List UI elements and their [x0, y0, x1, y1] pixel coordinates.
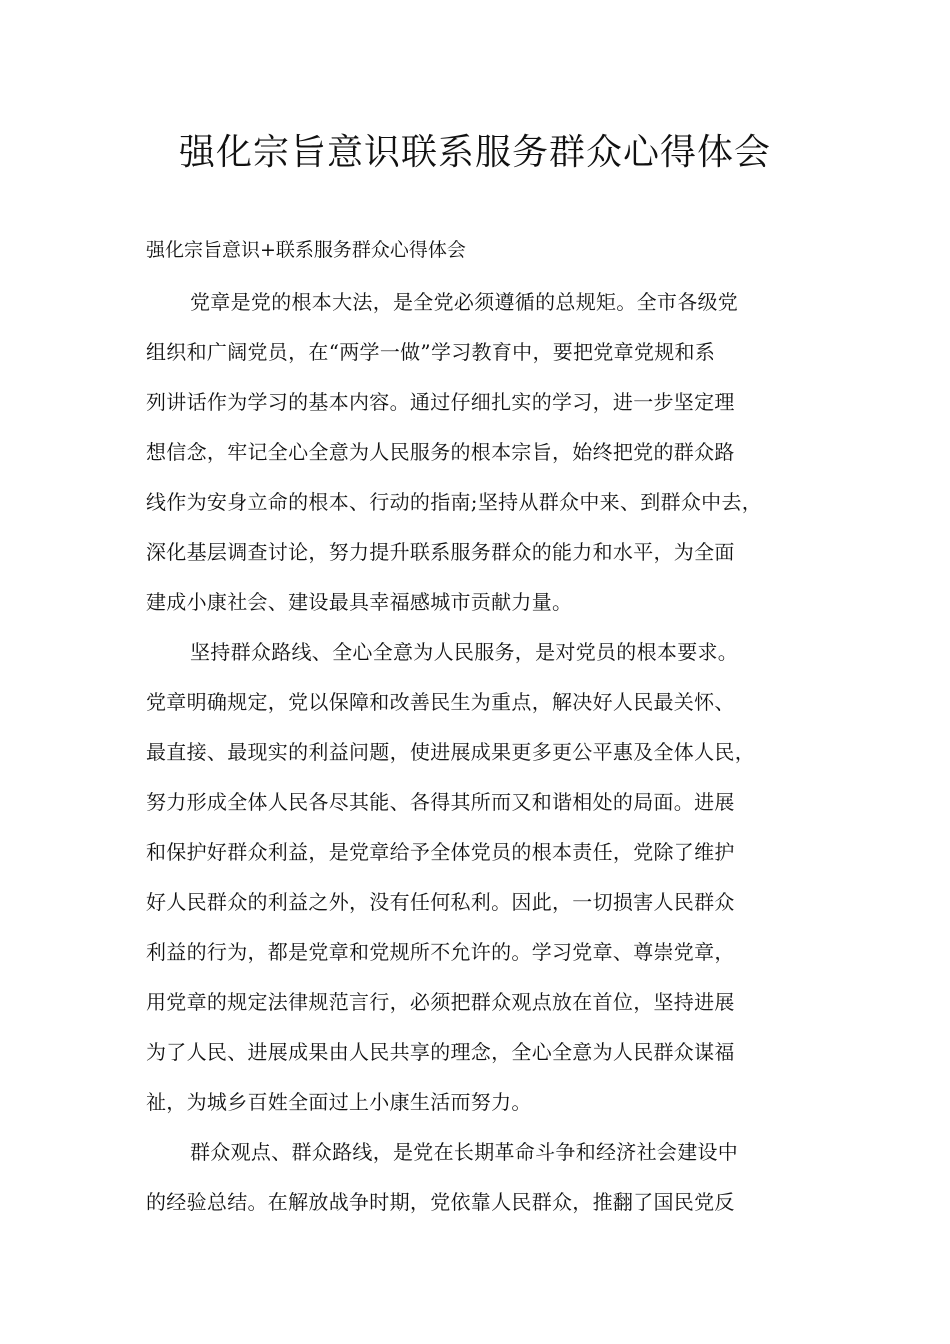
paragraph-line: 组织和广阔党员，在“两学一做”学习教育中，要把党章党规和系	[146, 340, 716, 364]
paragraph-line: 线作为安身立命的根本、行动的指南;坚持从群众中来、到群众中去，	[146, 490, 763, 514]
paragraph-line: 最直接、最现实的利益问题，使进展成果更多更公平惠及全体人民，	[146, 740, 755, 764]
document-subtitle: 强化宗旨意识+联系服务群众心得体会	[146, 239, 466, 261]
document-title: 强化宗旨意识联系服务群众心得体会	[178, 132, 771, 173]
paragraph-line: 党章是党的根本大法，是全党必须遵循的总规矩。全市各级党	[190, 290, 739, 314]
paragraph-line: 好人民群众的利益之外，没有任何私利。因此，一切损害人民群众	[146, 890, 735, 914]
paragraph-line: 党章明确规定，党以保障和改善民生为重点，解决好人民最关怀、	[146, 690, 735, 714]
paragraph-line: 深化基层调查讨论，努力提升联系服务群众的能力和水平，为全面	[146, 540, 735, 564]
paragraph-line: 坚持群众路线、全心全意为人民服务，是对党员的根本要求。	[190, 640, 739, 664]
paragraph-line: 利益的行为，都是党章和党规所不允许的。学习党章、尊崇党章，	[146, 940, 735, 964]
document-body	[146, 284, 818, 1234]
paragraph-line: 为了人民、进展成果由人民共享的理念，全心全意为人民群众谋福	[146, 1040, 735, 1064]
paragraph-line: 用党章的规定法律规范言行，必须把群众观点放在首位，坚持进展	[146, 990, 735, 1014]
paragraph-line: 列讲话作为学习的基本内容。通过仔细扎实的学习，进一步坚定理	[146, 390, 735, 414]
paragraph-line: 群众观点、群众路线，是党在长期革命斗争和经济社会建设中	[190, 1140, 739, 1164]
paragraph-line: 建成小康社会、建设最具幸福感城市贡献力量。	[146, 590, 573, 614]
paragraph-line: 祉，为城乡百姓全面过上小康生活而努力。	[146, 1090, 532, 1114]
paragraph-line: 想信念，牢记全心全意为人民服务的根本宗旨，始终把党的群众路	[146, 440, 735, 464]
paragraph-line: 的经验总结。在解放战争时期，党依靠人民群众，推翻了国民党反	[146, 1190, 735, 1214]
paragraph-line: 和保护好群众利益，是党章给予全体党员的根本责任，党除了维护	[146, 840, 735, 864]
paragraph-line: 努力形成全体人民各尽其能、各得其所而又和谐相处的局面。进展	[146, 790, 735, 814]
